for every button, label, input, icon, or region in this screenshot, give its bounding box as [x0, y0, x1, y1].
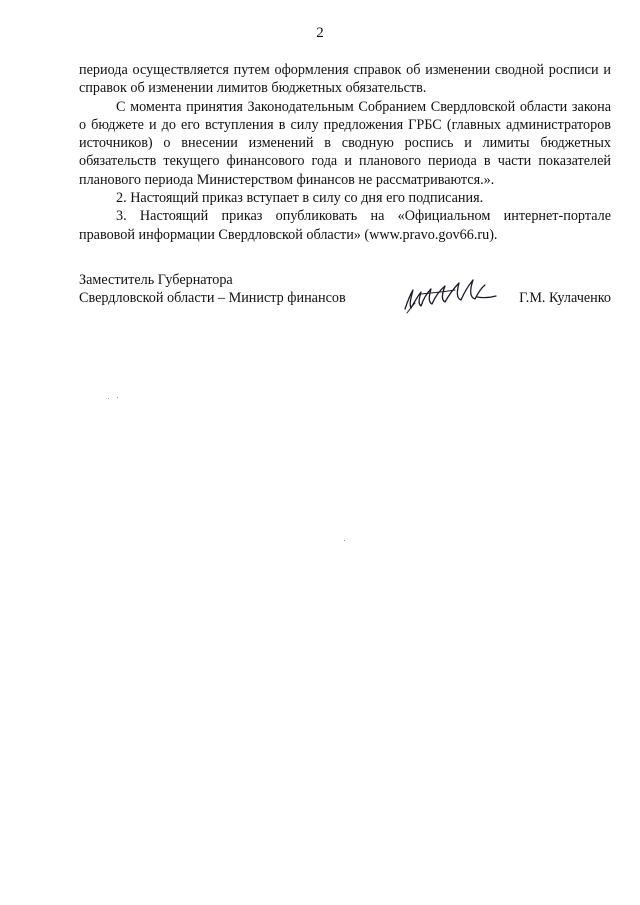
paragraph-budget-law: С момента принятия Законодательным Собранием Свердловской области закона о бюджете и до его вступления в силу предложения ГРБС (главных администраторов источников) о внесении изменений в сводную роспись и лимиты бюджетных обязательств текущего финансового года и планового периода в части показателей планового периода Министерством финансов не рассматриваются.». — [79, 98, 611, 188]
handwritten-signature — [401, 273, 501, 317]
paragraph-item-3: 3. Настоящий приказ опубликовать на «Официальном интернет-портале правовой информации Свердловской области» (www.pravo.gov66.ru). — [79, 208, 611, 243]
signer-position — [79, 271, 346, 308]
signer-position-line-2: Свердловской области – Министр финансов — [79, 290, 346, 307]
scan-speck — [117, 397, 118, 398]
signer-position-line-1: Заместитель Губернатора — [79, 272, 233, 288]
paragraph-continuation: периода осуществляется путем оформления справок об изменении сводной росписи и справок об изменении лимитов бюджетных обязательств. — [79, 62, 611, 97]
document-body — [79, 61, 611, 244]
scan-speck — [344, 540, 345, 541]
paragraph-item-2: 2. Настоящий приказ вступает в силу со дня его подписания. — [116, 190, 484, 207]
signature-block — [79, 271, 611, 331]
signer-name: Г.М. Кулаченко — [519, 290, 611, 306]
scan-speck — [108, 398, 109, 399]
page-number: 2 — [316, 25, 324, 41]
